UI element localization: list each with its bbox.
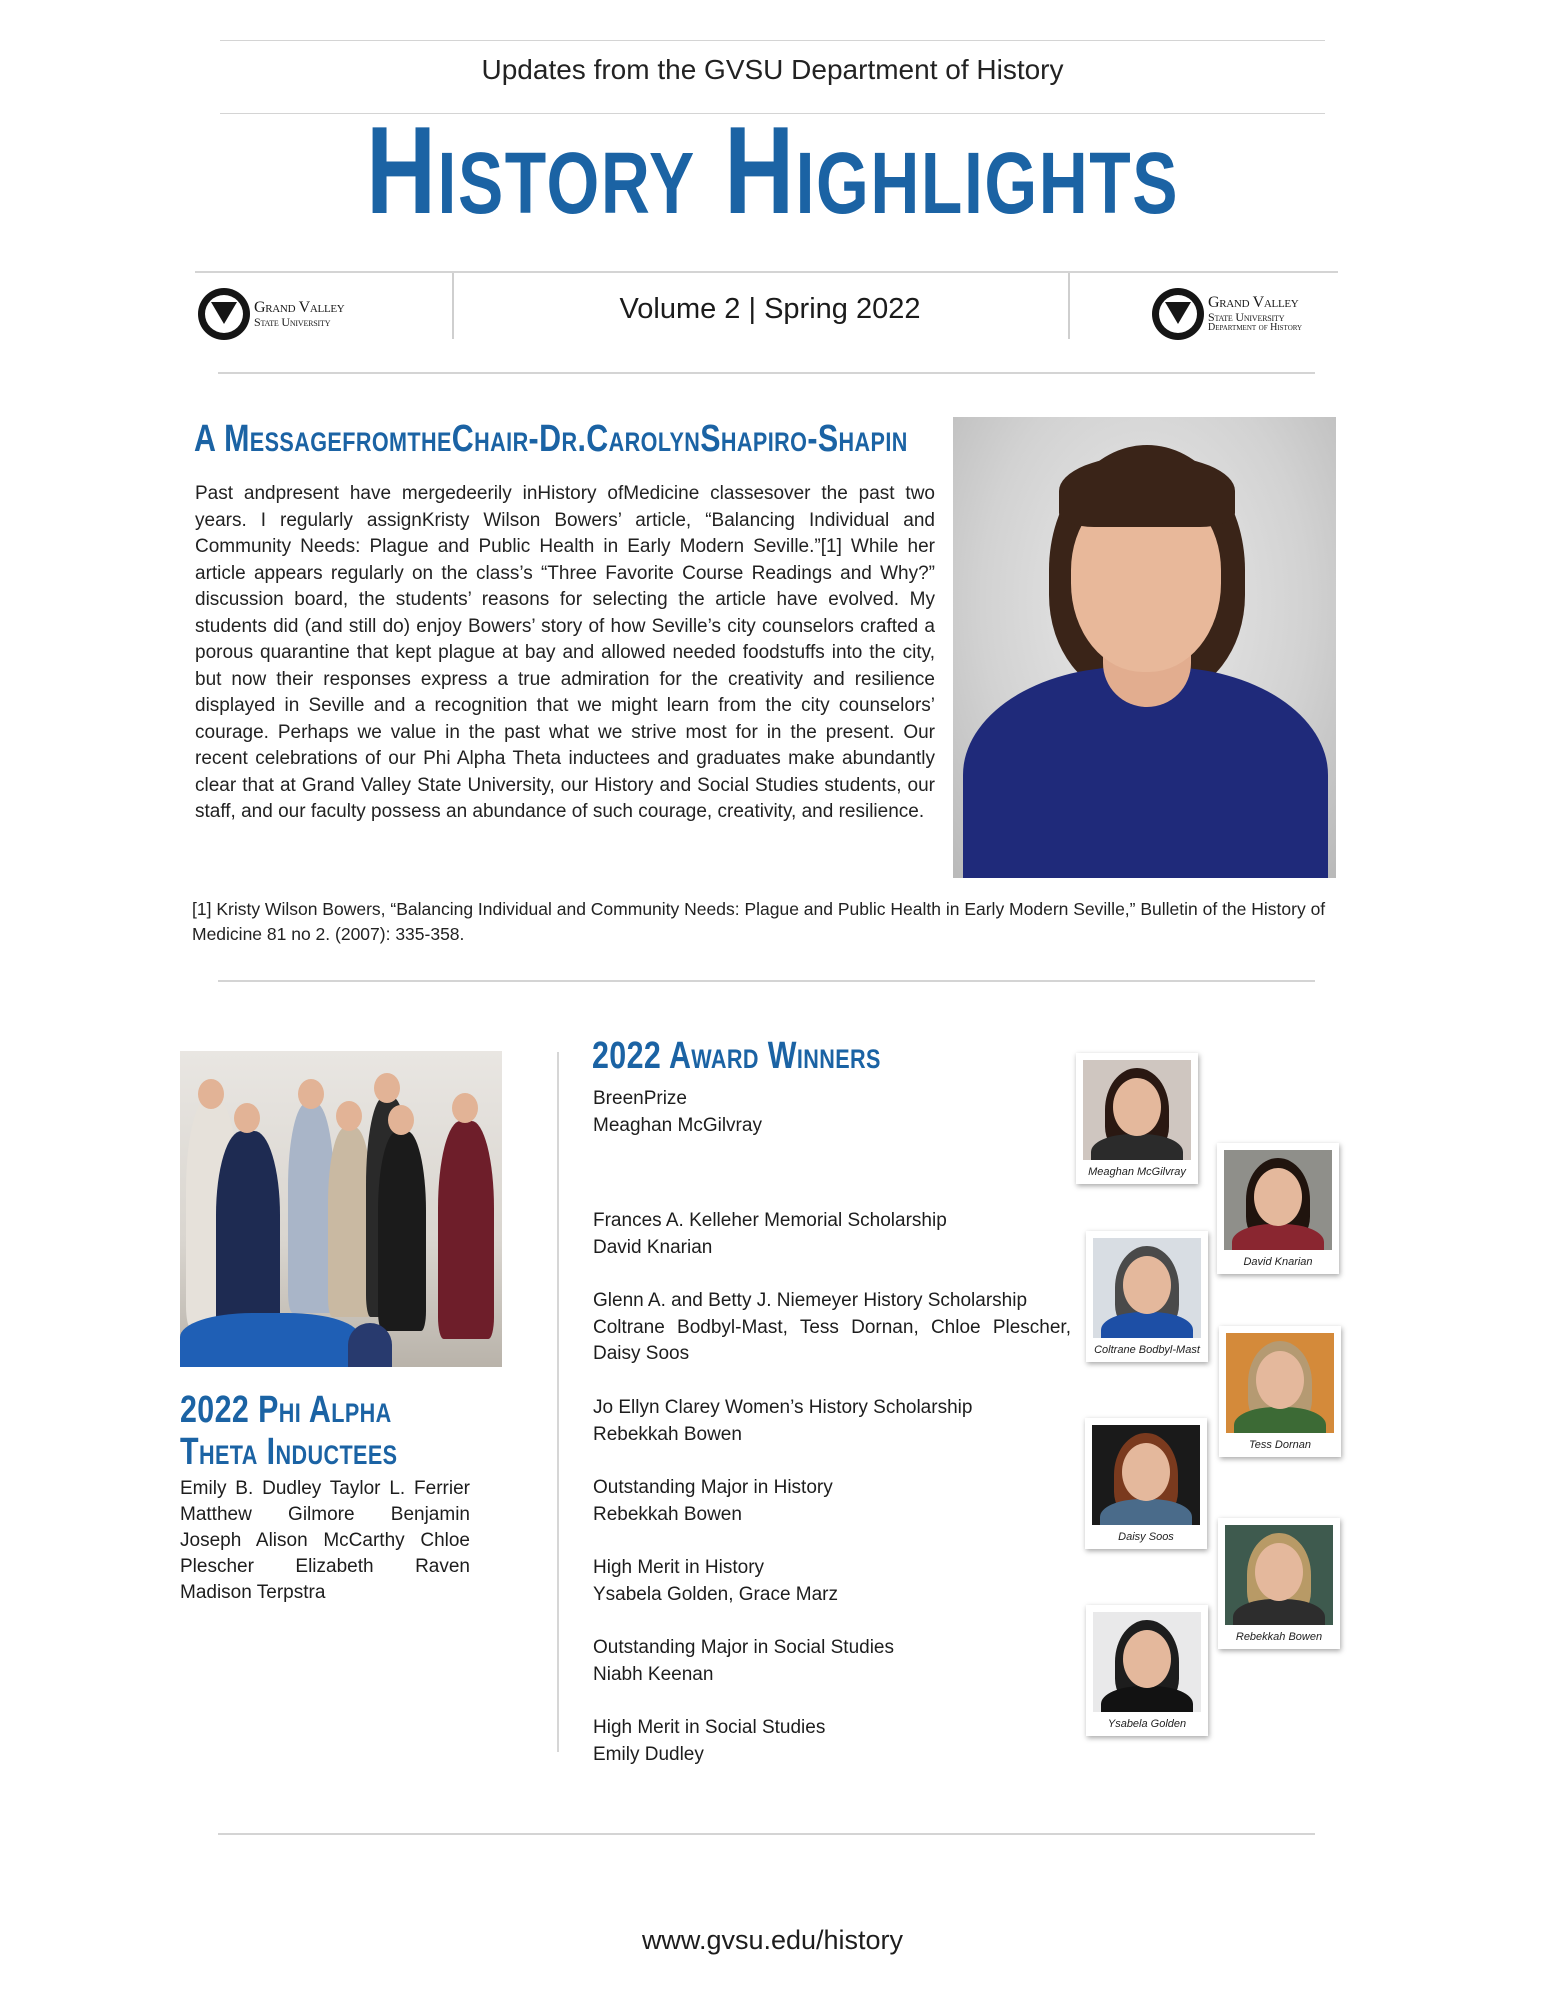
- award-title: Outstanding Major in History: [593, 1477, 833, 1498]
- top-rule: [220, 40, 1325, 41]
- award-niemeyer-scholarship: [593, 1288, 1071, 1368]
- award-kelleher-scholarship: [593, 1208, 1071, 1261]
- award-title: Frances A. Kelleher Memorial Scholarship: [593, 1210, 947, 1231]
- photo-caption: Coltrane Bodbyl-Mast: [1094, 1344, 1200, 1356]
- portrait-photo: [1225, 1525, 1333, 1625]
- award-title: High Merit in Social Studies: [593, 1717, 826, 1738]
- award-winners: Coltrane Bodbyl-Mast, Tess Dornan, Chloe Plescher, Daisy Soos: [593, 1316, 1071, 1364]
- photo-daisy-soos: [1085, 1418, 1207, 1549]
- chair-portrait-photo: [953, 417, 1336, 878]
- inductees-group-photo: [180, 1051, 502, 1367]
- award-winners-heading: 2022 Award Winners: [592, 1035, 881, 1077]
- photo-meaghan-mcgilvray: [1076, 1053, 1198, 1184]
- gvsu-mark-icon: [198, 288, 250, 340]
- award-breen-prize: [593, 1086, 1071, 1139]
- award-outstanding-major-social-studies: [593, 1635, 1071, 1688]
- award-winners: Rebekkah Bowen: [593, 1423, 742, 1445]
- portrait-photo: [1092, 1425, 1200, 1525]
- phi-alpha-theta-names: Emily B. Dudley Taylor L. Ferrier Matthew Gilmore Benjamin Joseph Alison McCarthy Chloe Plescher Elizabeth Raven Madison Terpstra: [180, 1478, 470, 1603]
- volume-label: Volume 2 | Spring 2022: [619, 293, 921, 325]
- footer-rule: [218, 1833, 1315, 1835]
- phi-alpha-theta-heading: 2022 Phi Alpha Theta Inductees: [180, 1389, 398, 1473]
- portrait-photo: [1083, 1060, 1191, 1160]
- portrait-photo: [1093, 1238, 1201, 1338]
- award-title: BreenPrize: [593, 1088, 687, 1109]
- award-winners: Ysabela Golden, Grace Marz: [593, 1583, 839, 1605]
- photo-caption: Rebekkah Bowen: [1235, 1631, 1323, 1643]
- portrait-photo: [1226, 1333, 1334, 1433]
- award-high-merit-social-studies: [593, 1715, 1071, 1768]
- award-winners: Rebekkah Bowen: [593, 1503, 742, 1525]
- award-title: Jo Ellyn Clarey Women’s History Scholarship: [593, 1397, 973, 1418]
- chair-message-body: Past andpresent have mergedeerily inHistory ofMedicine classesover the past two years. I regularly assignKristy Wilson Bowers’ article, “Balancing Individual and Community Needs: Plague and Public Health in Early Modern Seville.”[1] While her article appears regularly on the class’s “Three Favorite Course Readings and Why?” discussion board, the students’ reasons for selecting the article have evolved. My students did (and still do) enjoy Bowers’ story of how Seville’s city counselors crafted a porous quarantine that kept plague at bay and allowed needed foodstuffs into the city, but now their responses express a true admiration for the creativity and resilience displayed in Seville and a recognition that we might learn from the city counselors’ courage. Perhaps we value in the past what we strive most for in the present. Our recent celebrations of our Phi Alpha Theta inductees and graduates make abundantly clear that at Grand Valley State University, our History and Social Studies students, our staff, and our faculty possess an abundance of such courage, creativity, and resilience.: [195, 483, 935, 822]
- photo-tess-dornan: [1219, 1326, 1341, 1457]
- photo-caption: Ysabela Golden: [1107, 1718, 1187, 1730]
- photo-caption: Daisy Soos: [1118, 1531, 1174, 1543]
- gvsu-logo-left: [198, 288, 344, 340]
- photo-coltrane-bodbyl-mast: [1086, 1231, 1208, 1362]
- volume-bottom-rule: [218, 372, 1315, 374]
- chair-message-footnote: [1] Kristy Wilson Bowers, “Balancing Individual and Community Needs: Plague and Public Health in Early Modern Seville,” Bulletin of the History of Medicine 81 no 2. (2007): 335-358.: [192, 899, 1326, 944]
- gvsu-history-logo-text: Grand Valley State University Department of History: [1208, 294, 1303, 333]
- chair-message-heading: A MessagefromtheChair-Dr.CarolynShapiro-Shapin: [194, 418, 908, 460]
- website-link[interactable]: www.gvsu.edu/history: [641, 1925, 904, 1955]
- column-divider: [557, 1052, 559, 1752]
- award-title: Glenn A. and Betty J. Niemeyer History Scholarship: [593, 1290, 1028, 1311]
- award-clarey-scholarship: [593, 1395, 1071, 1448]
- award-title: High Merit in History: [593, 1557, 765, 1578]
- gvsu-logo-text: Grand Valley State University: [254, 299, 345, 329]
- award-winners: David Knarian: [593, 1236, 713, 1258]
- photo-caption: Meaghan McGilvray: [1088, 1166, 1186, 1178]
- award-winners: Emily Dudley: [593, 1743, 704, 1765]
- photo-caption: David Knarian: [1243, 1256, 1313, 1268]
- photo-david-knarian: [1217, 1143, 1339, 1274]
- gvsu-mark-icon: [1152, 288, 1204, 340]
- award-title: Outstanding Major in Social Studies: [593, 1637, 894, 1658]
- portrait-photo: [1224, 1150, 1332, 1250]
- tagline: Updates from the GVSU Department of History: [481, 54, 1064, 85]
- volume-top-rule: [195, 271, 1338, 273]
- photo-ysabela-golden: [1086, 1605, 1208, 1736]
- award-outstanding-major-history: [593, 1475, 1071, 1528]
- section-rule: [218, 980, 1315, 982]
- gvsu-history-logo-right: [1152, 288, 1302, 340]
- photo-rebekkah-bowen: [1218, 1518, 1340, 1649]
- volume-left-divider: [452, 273, 454, 339]
- newsletter-title: History Highlights: [366, 102, 1180, 240]
- award-winners: Meaghan McGilvray: [593, 1114, 762, 1136]
- award-high-merit-history: [593, 1555, 1071, 1608]
- portrait-photo: [1093, 1612, 1201, 1712]
- photo-caption: Tess Dornan: [1249, 1439, 1311, 1451]
- award-winners: Niabh Keenan: [593, 1663, 714, 1685]
